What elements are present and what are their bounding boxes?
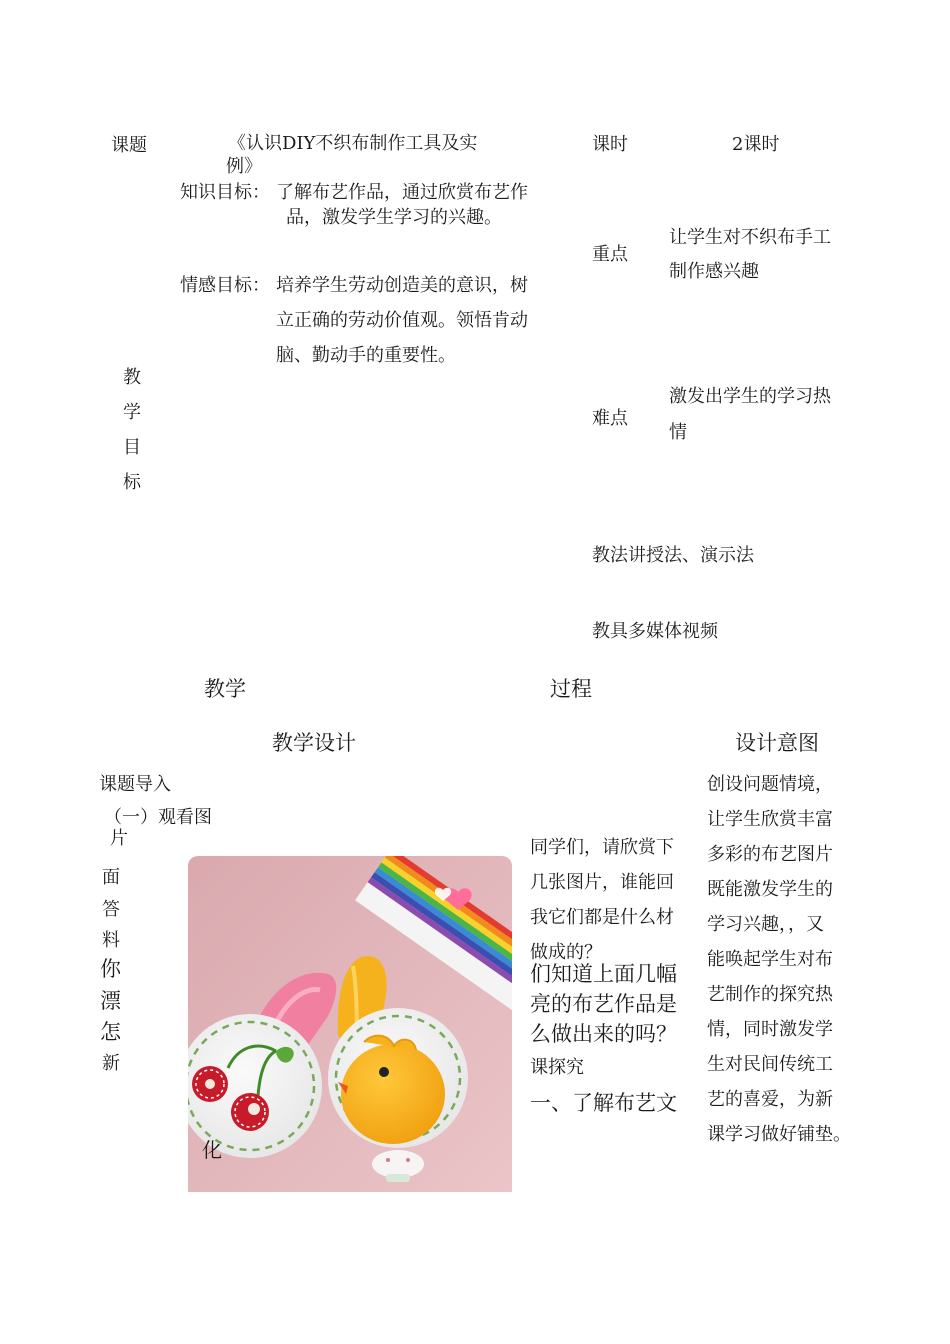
fragment-text: 面	[102, 867, 120, 888]
difficulty-line2: 情	[669, 422, 687, 443]
knowledge-objective-label: 知识目标：	[180, 182, 270, 203]
difficulty-label: 难点	[592, 408, 628, 429]
fragment-text: 怎	[100, 1020, 121, 1044]
question-text: 同学们，请欣赏下 几张图片，谁能回 我它们都是什么材 做成的？	[530, 837, 674, 963]
key-point-line1: 让学生对不织布手工	[669, 227, 831, 248]
cherry-left	[192, 1066, 228, 1102]
fragment-text: 新	[102, 1053, 120, 1074]
emotion-objective-line3: 脑、勤动手的重要性。	[276, 345, 456, 366]
intent-column-header: 设计意图	[735, 731, 819, 755]
teaching-method: 教法讲授法、演示法	[592, 545, 754, 566]
emotion-objective-label: 情感目标：	[180, 275, 270, 296]
felt-craft-photo	[188, 856, 512, 1192]
step-one-line1: （一）观看图	[104, 807, 212, 828]
new-lesson-explore: 课探究	[530, 1057, 584, 1078]
hours-value: 2课时	[732, 134, 780, 155]
process-title-right: 过程	[550, 677, 592, 701]
topic-label: 课题	[111, 135, 147, 156]
section-one-heading: 一、了解布艺文	[530, 1091, 677, 1115]
topic-title-line2: 例》	[226, 156, 262, 177]
emotion-objective-line2: 立正确的劳动价值观。领悟肯动	[276, 310, 528, 331]
fragment-text: 你	[100, 957, 121, 981]
emotion-objective-line1: 培养学生劳动创造美的意识，树	[276, 275, 528, 296]
prompt-line: 们知道上面几幅	[530, 962, 677, 986]
cherry-right	[231, 1093, 269, 1131]
felt-hairclips-illustration	[188, 856, 512, 1192]
teaching-objectives-label: 教 学 目 标	[123, 367, 141, 493]
prompt-line: 么做出来的吗？	[530, 1022, 677, 1046]
key-point-label: 重点	[592, 244, 628, 265]
fragment-hua: 化	[202, 1138, 222, 1162]
step-one-line2: 片	[110, 828, 128, 849]
key-point-line2: 制作感兴趣	[669, 261, 759, 282]
process-title-left: 教学	[204, 677, 246, 701]
topic-title-line1: 《认识DIY不织布制作工具及实	[228, 133, 478, 154]
difficulty-line1: 激发出学生的学习热	[669, 386, 831, 407]
teaching-tools: 教具多媒体视频	[592, 621, 718, 642]
fragment-text: 料	[102, 930, 120, 951]
fragment-text: 答	[102, 899, 120, 920]
fragment-text: 漂	[100, 989, 121, 1013]
design-column-header: 教学设计	[272, 731, 356, 755]
knowledge-objective-line1: 了解布艺作品，通过欣赏布艺作	[276, 182, 528, 203]
lesson-intro: 课题导入	[99, 774, 171, 795]
prompt-line: 亮的布艺作品是	[530, 992, 677, 1016]
design-intent-text: 创设问题情境， 让学生欣赏丰富 多彩的布艺图片 既能激发学生的 学习兴趣，，又 能唤起学生对布 艺制作的探究热 情，同时激发学 生对民间传统工 艺的喜爱，为新 课学习做好铺垫。	[707, 774, 851, 1145]
hours-label: 课时	[592, 134, 628, 155]
knowledge-objective-line2: 品，激发学生学习的兴趣。	[286, 207, 502, 228]
